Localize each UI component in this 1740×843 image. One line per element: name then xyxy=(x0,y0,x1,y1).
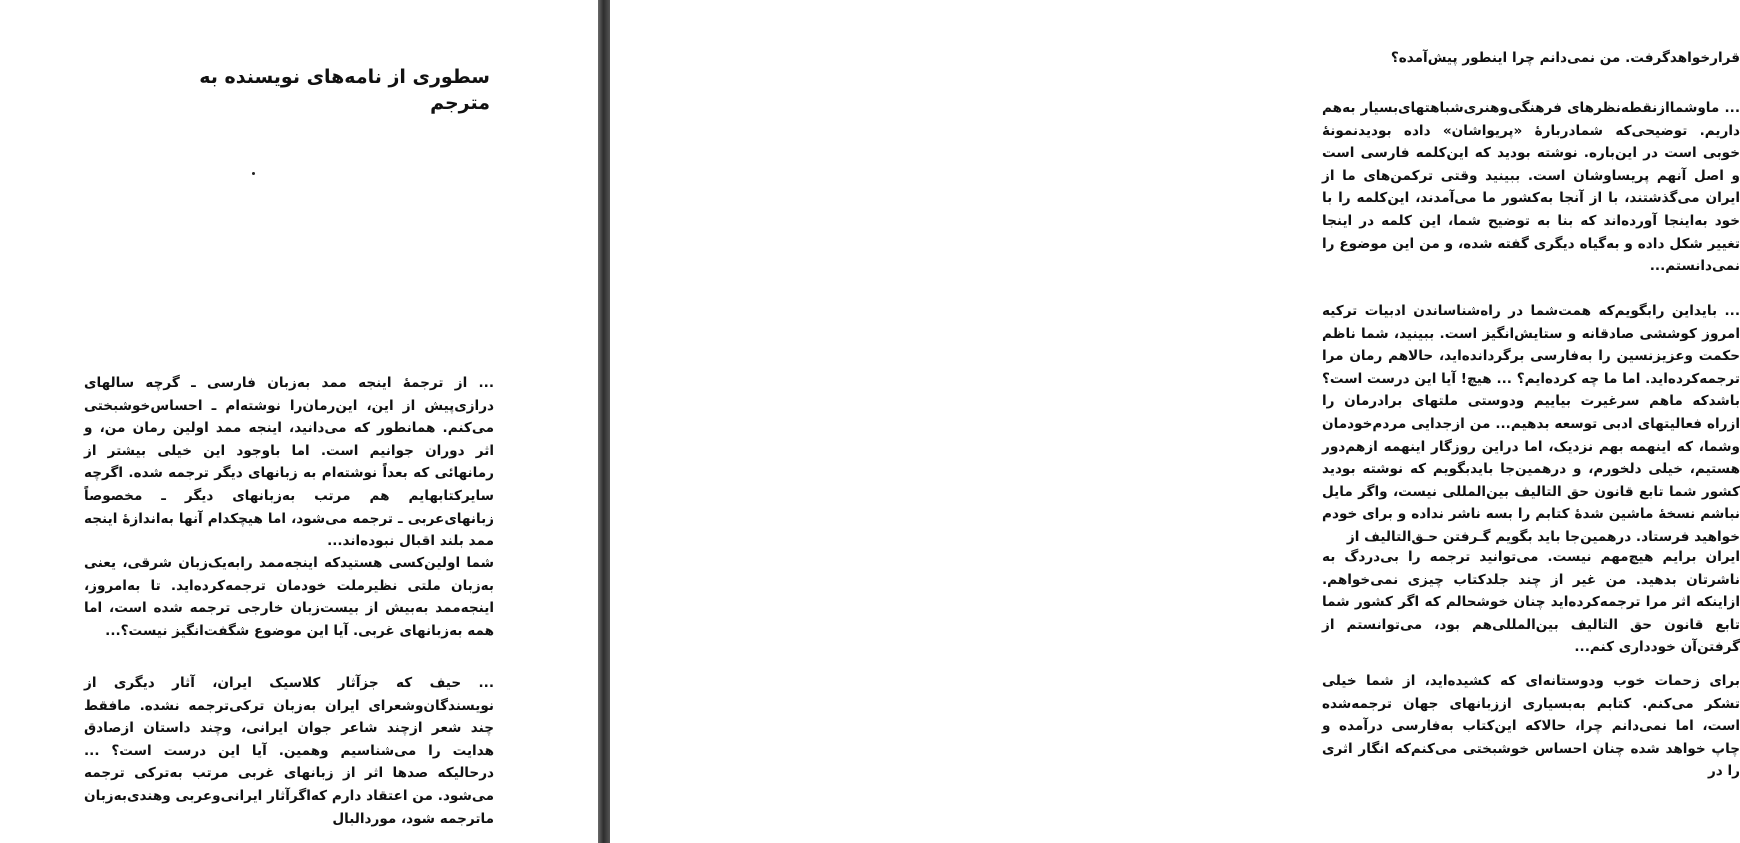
paragraph-5: ... بایداین رابگویم‌که همت‌شما در راه‌شناساندن ادبیات ترکیه امروز کوششی صادقانه و ستایش‌انگیز است. ببینید، شما ناظم حکمت وعزیزنسین را به‌فارسی برگردانده‌اید، حالاهم رمان مرا ترجمه‌کرده‌اید. اما ما چه کرده‌ایم؟ ... هیچ! آیا این درست است؟ باشدکه ماهم سرغیرت بیاییم ودوستی ملتهای برادرمان را ازراه فعالیتهای ادبی توسعه بدهیم... من ازجدایی مردم‌خودمان وشما، که اینهمه بهم نزدیک، اما دراین روزگار اینهمه ازهم‌دور هستیم، خیلی دلخورم، و درهمین‌جا بایدبگویم که نوشته بودید کشور شما تابع قانون حق التالیف بین‌المللی نیست، واگر مایل نباشم نسخهٔ ماشین شدهٔ کتابم را بسه ناشر نداده و برای خودم خواهید فرستاد. درهمین‌جا باید بگویم گـرفتن حـق‌التالیف از xyxy=(1322,303,1740,545)
book-gutter xyxy=(598,0,610,843)
paragraph-6: برای زحمات خوب ودوستانه‌ای که کشیده‌اید، از شما خیلی تشکر می‌کنم. کتابم به‌بسیاری اززبانهای جهان ترجمه‌شده است، اما نمی‌دانم چرا، حالاکه این‌کتاب به‌فارسی درآمده و چاپ خواهد شده چنان احساس خوشبختی می‌کنم‌که انگار اثری را در xyxy=(1322,673,1740,780)
page-title: سطوری از نامه‌های نویسنده به مترجم xyxy=(199,66,490,114)
paragraph-1: ... از ترجمهٔ اینجه ممد به‌زبان فارسی ـ گرچه سالهای درازی‌پیش از این، این‌رمان‌را نوشته‌ام ـ احساس‌خوشبختی می‌کنم. همانطور که می‌دانید، اینجه ممد اولین رمان من، و اثر دوران جوانیم است. اما باوجود این خیلی بیشتر از رمانهائی که بعداً نوشته‌ام به زبانهای دیگر ترجمه شده. اگرچه سایرکتابهایم هم مرتب به‌زبانهای دیگر ـ مخصوصاً زبانهای‌عربی ـ ترجمه می‌شود، اما هیچکدام آنها به‌اندازهٔ اینجه ممد بلند اقبال نبوده‌اند... xyxy=(84,375,494,550)
paragraph-continuation: قرارخواهدگرفت. من نمی‌دانم چرا اینطور پیش‌آمده؟ xyxy=(1390,50,1740,66)
paragraph-3: ... حیف که جزآثار کلاسیک ایران، آثار دیگری از نویسندگان‌وشعرای ایران به‌زبان ترکی‌ترجمه نشده. مافقط چند شعر ازچند شاعر جوان ایرانی، وچند داستان ازصادق هدایت را می‌شناسیم وهمین. آیا این درست است؟ ... درحالیکه صدها اثر از زبانهای غربی مرتب به‌ترکی ترجمه می‌شود. من اعتقاد دارم که‌اگرآثار ایرانی‌وعربی وهندی‌به‌زبان ماترجمه شود، موردالبال xyxy=(84,675,494,827)
right-page xyxy=(610,0,1740,843)
paragraph-2: شما اولین‌کسی هستیدکه اینجه‌ممد رابه‌یک‌زبان شرقی، یعنی به‌زبان ملتی نظیرملت خودمان ترجمه‌کرده‌اید. تا به‌امروز، اینجه‌ممد به‌بیش از بیست‌زبان خارجی ترجمه شده است، اما همه به‌زبانهای غربی. آیا این موضوع شگفت‌انگیز نیست؟... xyxy=(84,555,494,639)
paragraph-5-emphasis: ایران برایم هیچ‌مهم نیست. می‌توانید ترجمه را بی‌دردگ به ناشرتان بدهید. من غیر از چند جلدکتاب چیزی نمی‌خواهم. ازاینکه اثر مرا ترجمه‌کرده‌اید چنان خوشحالم که اگر کشور شما تابع قانون حق التالیف بین‌المللی‌هم بود، می‌توانستم از گرفتن‌آن خودداری کنم... xyxy=(1322,549,1740,656)
ink-dot xyxy=(252,172,255,175)
paragraph-4: ... ماوشماازنقطه‌نظرهای فرهنگی‌وهنری‌شباهتهای‌بسیار به‌هم داریم. توضیحی‌که شمادربارهٔ «پریواشان» داده بودیدنمونهٔ خوبی است در این‌باره. نوشته بودید که این‌کلمه فارسی است و اصل آنهم پریساوشان است. ببینید وقتی ترکمن‌های ما از ایران می‌گذشتند، با از آنجا به‌کشور ما می‌آمدند، این‌کلمه را با خود به‌اینجا آورده‌اند که بنا به توضیح شما، این کلمه در اینجا تغییر شکل داده و به‌گیاه دیگری گفته شده، و من این موضوع را نمی‌دانستم... xyxy=(1322,100,1740,275)
left-page xyxy=(0,0,598,843)
